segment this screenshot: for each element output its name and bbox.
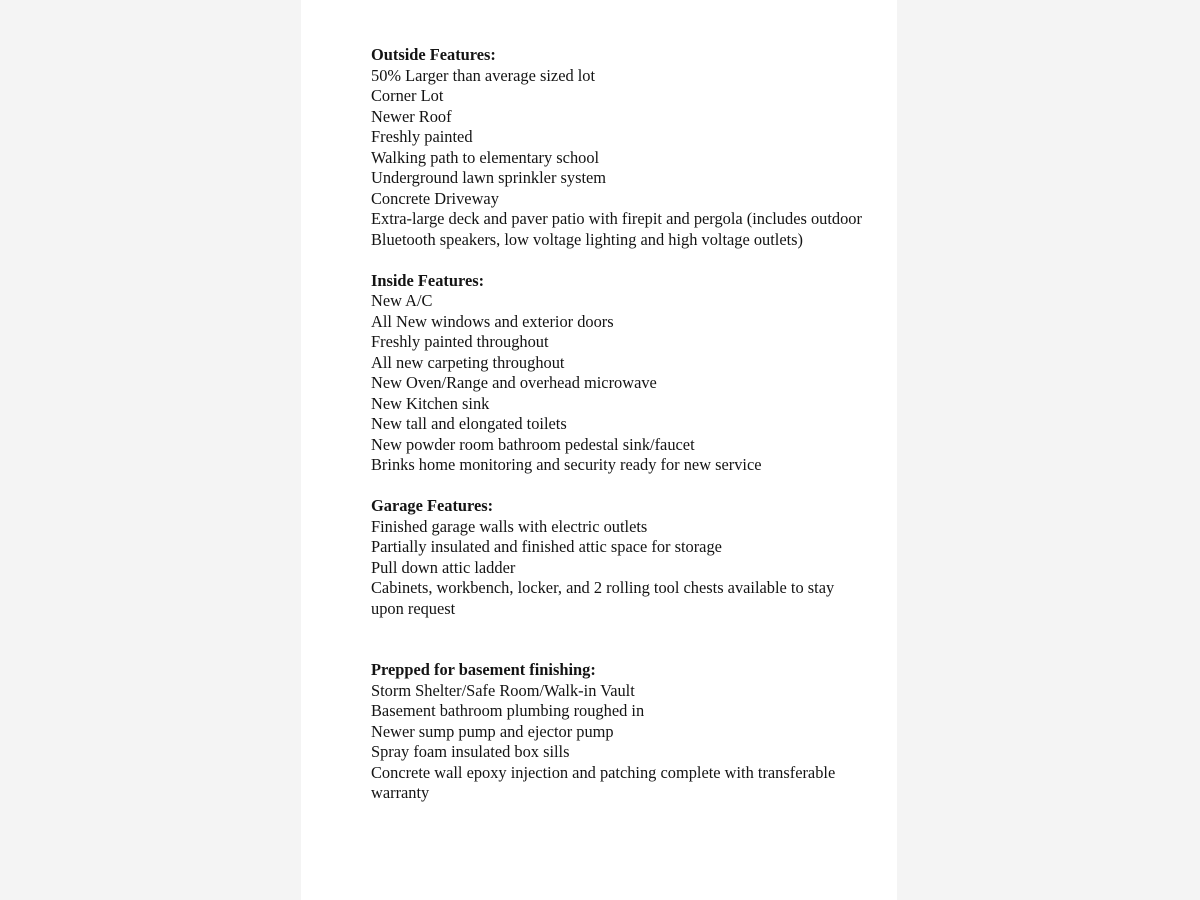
feature-list: [371, 291, 871, 476]
list-item: New tall and elongated toilets: [371, 414, 567, 433]
feature-list: [371, 66, 871, 251]
list-item: Partially insulated and finished attic space for storage: [371, 537, 722, 556]
list-item: Basement bathroom plumbing roughed in: [371, 701, 645, 720]
section-spacer: [371, 619, 871, 660]
list-item: Finished garage walls with electric outlets: [371, 516, 648, 536]
list-item: Cabinets, workbench, locker, and 2 rolling tool chests available to stay upon request: [371, 578, 835, 618]
inside-features-section: [371, 271, 871, 476]
list-item: New Kitchen sink: [371, 393, 490, 413]
section-spacer: [371, 250, 871, 271]
basement-section: [371, 660, 871, 804]
list-item: Spray foam insulated box sills: [371, 742, 570, 761]
section-heading: Inside Features:: [371, 270, 485, 290]
list-item: Storm Shelter/Safe Room/Walk-in Vault: [371, 680, 635, 700]
list-item: Freshly painted throughout: [371, 332, 549, 351]
garage-features-section: [371, 496, 871, 619]
list-item: New powder room bathroom pedestal sink/faucet: [371, 434, 695, 454]
section-heading: Garage Features:: [371, 496, 494, 515]
list-item: Corner Lot: [371, 86, 444, 105]
document-content: [371, 45, 871, 804]
document-page: [301, 0, 897, 900]
list-item: Brinks home monitoring and security ready for new service: [371, 455, 762, 474]
list-item: New Oven/Range and overhead microwave: [371, 373, 657, 392]
section-spacer: [371, 476, 871, 497]
list-item: Walking path to elementary school: [371, 147, 600, 167]
list-item: Extra-large deck and paver patio with firepit and pergola (includes outdoor Bluetooth speakers, low voltage lighting and high voltage outlets): [371, 209, 862, 249]
list-item: Underground lawn sprinkler system: [371, 168, 607, 187]
list-item: Concrete wall epoxy injection and patching complete with transferable warranty: [371, 762, 836, 802]
list-item: New A/C: [371, 291, 433, 310]
list-item: Freshly painted: [371, 127, 473, 146]
outside-features-section: [371, 45, 871, 250]
list-item: Newer Roof: [371, 106, 452, 126]
feature-list: [371, 517, 871, 620]
list-item: Pull down attic ladder: [371, 557, 516, 577]
list-item: Concrete Driveway: [371, 188, 499, 208]
list-item: All new carpeting throughout: [371, 352, 565, 372]
section-heading: Outside Features:: [371, 45, 496, 64]
list-item: 50% Larger than average sized lot: [371, 65, 596, 85]
list-item: Newer sump pump and ejector pump: [371, 721, 614, 741]
section-heading: Prepped for basement finishing:: [371, 660, 596, 679]
list-item: All New windows and exterior doors: [371, 311, 614, 331]
feature-list: [371, 681, 871, 804]
